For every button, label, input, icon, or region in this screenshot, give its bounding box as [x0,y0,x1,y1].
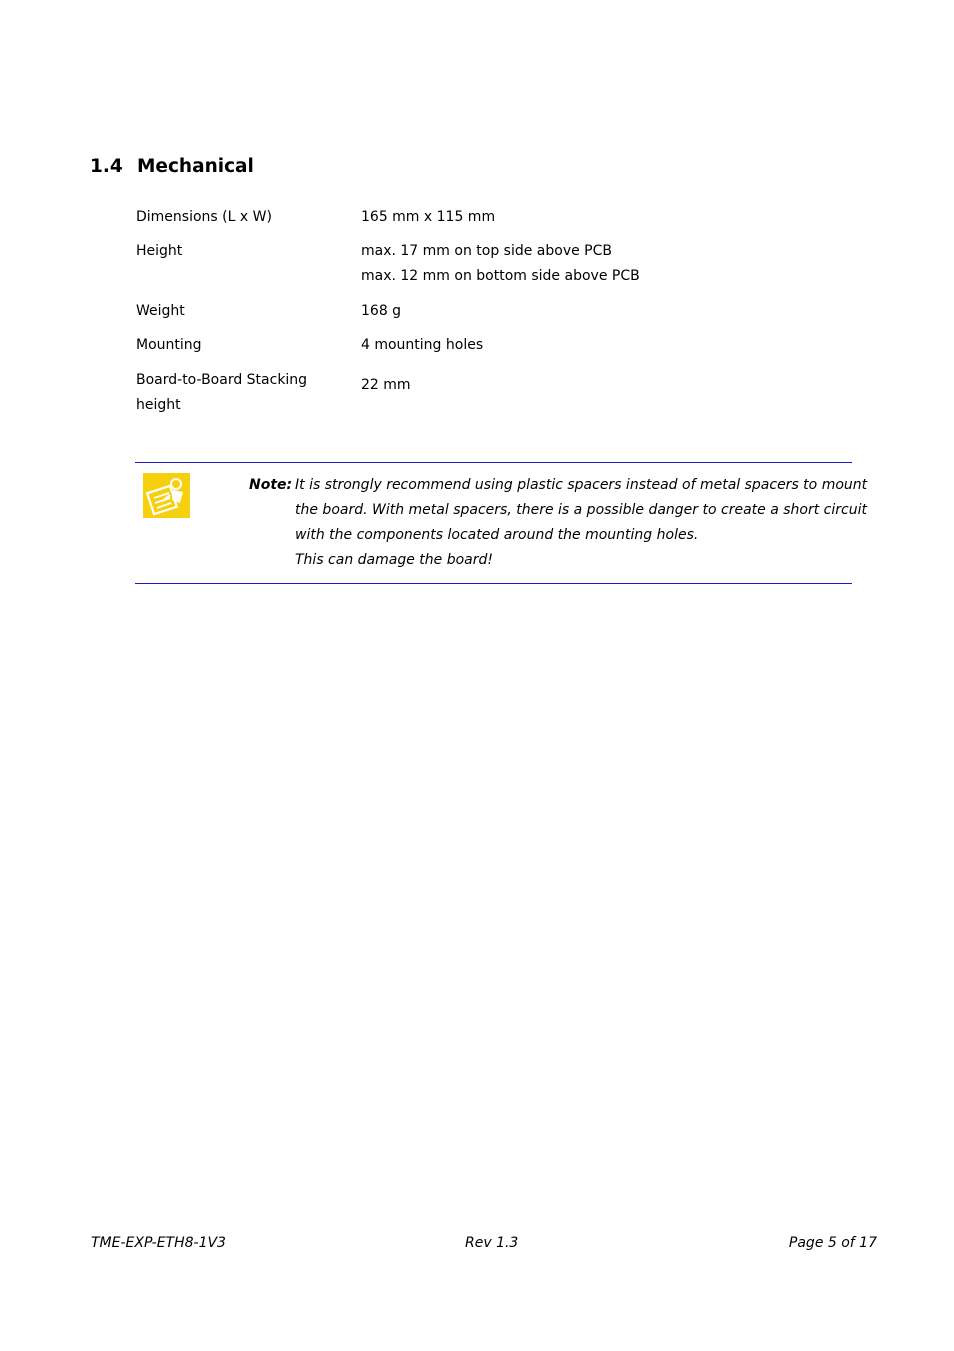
spec-value-line: max. 12 mm on bottom side above PCB [361,268,640,284]
footer-page-number: Page 5 of 17 [788,1235,877,1251]
spec-value [361,239,761,289]
note-label: Note: [249,477,293,493]
spec-value [361,333,761,358]
footer-doc-id: TME-EXP-ETH8-1V3 [91,1235,226,1251]
spec-value-line: 22 mm [361,377,411,393]
spec-label-line: height [136,397,181,413]
spec-label [136,368,336,418]
spec-label: Mounting [136,337,202,353]
page-footer [91,1235,877,1257]
spec-value [361,299,761,324]
spec-value [361,373,761,398]
note-line: with the components located around the mounting holes. [295,527,699,543]
note-text [249,473,868,573]
spec-label: Dimensions (L x W) [136,209,272,225]
spec-label: Weight [136,303,185,319]
spec-value-line: 168 g [361,303,402,319]
section-number: 1.4 [90,156,123,177]
spec-value-line: 4 mounting holes [361,337,484,353]
note-line [249,473,868,498]
spec-value-line: 165 mm x 115 mm [361,209,496,225]
spec-label-line: Board-to-Board Stacking [136,372,308,388]
note-line-text: It is strongly recommend using plastic spacers instead of metal spacers to mount [295,477,868,493]
spec-label: Height [136,243,183,259]
note-box [135,462,868,584]
note-line: This can damage the board! [295,552,494,568]
spec-value [361,205,761,230]
footer-revision: Rev 1.3 [465,1235,519,1251]
section-title: Mechanical [137,156,254,177]
note-line: the board. With metal spacers, there is a possible danger to create a short circuit [295,502,867,518]
section-heading [90,156,254,177]
spec-value-line: max. 17 mm on top side above PCB [361,243,613,259]
note-pencil-icon [143,473,190,518]
